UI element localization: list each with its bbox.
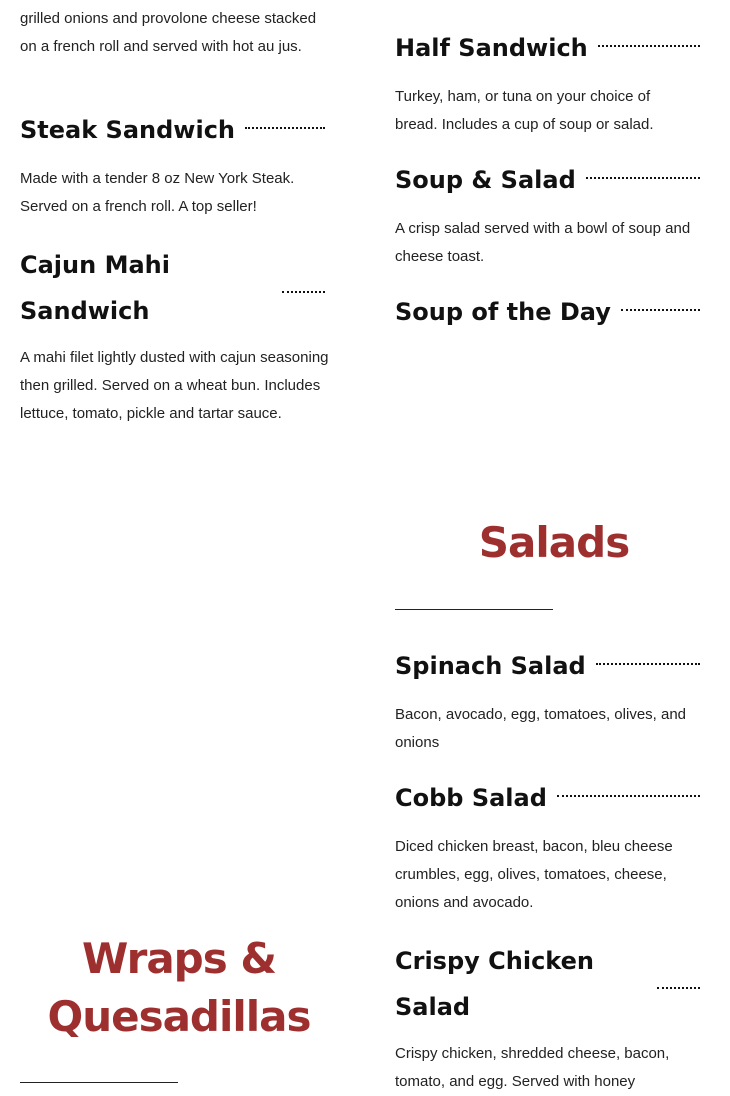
item-description: Diced chicken breast, bacon, bleu cheese crumbles, egg, olives, tomatoes, cheese, onions and avocado. (395, 838, 673, 911)
menu-item-soup-and-salad (395, 166, 700, 194)
item-description: A crisp salad served with a bowl of soup and cheese toast. (395, 220, 691, 265)
item-description: Bacon, avocado, egg, tomatoes, olives, and onions (395, 706, 687, 751)
item-name: Half Sandwich (395, 34, 588, 62)
menu-item-cajun-mahi-sandwich (20, 242, 325, 334)
section-title-line: Quesadillas (47, 992, 311, 1041)
dotted-leader (596, 663, 700, 665)
dotted-leader (586, 177, 700, 179)
item-description: Made with a tender 8 oz New York Steak. Served on a french roll. A top seller! (20, 170, 295, 215)
section-title-wraps-quesadillas (20, 930, 338, 1046)
item-description: Crispy chicken, shredded cheese, bacon, tomato, and egg. Served with honey (395, 1045, 670, 1090)
dotted-leader (557, 795, 700, 797)
item-description: Turkey, ham, or tuna on your choice of bread. Includes a cup of soup or salad. (395, 88, 654, 133)
menu-item-steak-sandwich (20, 116, 325, 144)
menu-item-soup-of-the-day (395, 298, 700, 326)
item-name: Spinach Salad (395, 652, 586, 680)
dotted-leader (657, 987, 700, 989)
section-title-salads: Salads (478, 518, 630, 567)
item-name: Crispy Chicken Salad (395, 947, 594, 1021)
item-name: Cajun Mahi Sandwich (20, 251, 170, 325)
menu-item-half-sandwich (395, 34, 700, 62)
section-title-line: Wraps & (82, 934, 276, 983)
menu-item-cobb-salad (395, 784, 700, 812)
dotted-leader (621, 309, 700, 311)
item-name: Soup & Salad (395, 166, 576, 194)
item-description: grilled onions and provolone cheese stacked on a french roll and served with hot au jus. (20, 10, 317, 55)
menu-item-spinach-salad (395, 652, 700, 680)
item-name: Soup of the Day (395, 298, 611, 326)
menu-item-crispy-chicken-salad (395, 938, 700, 1030)
section-divider (20, 1082, 178, 1083)
item-name: Steak Sandwich (20, 116, 236, 144)
dotted-leader (245, 127, 325, 129)
item-description: A mahi filet lightly dusted with cajun seasoning then grilled. Served on a wheat bun. Includes lettuce, tomato, pickle and tartar sauce. (20, 349, 329, 422)
dotted-leader (598, 45, 700, 47)
dotted-leader (282, 291, 325, 293)
section-divider (395, 609, 553, 610)
item-name: Cobb Salad (395, 784, 547, 812)
